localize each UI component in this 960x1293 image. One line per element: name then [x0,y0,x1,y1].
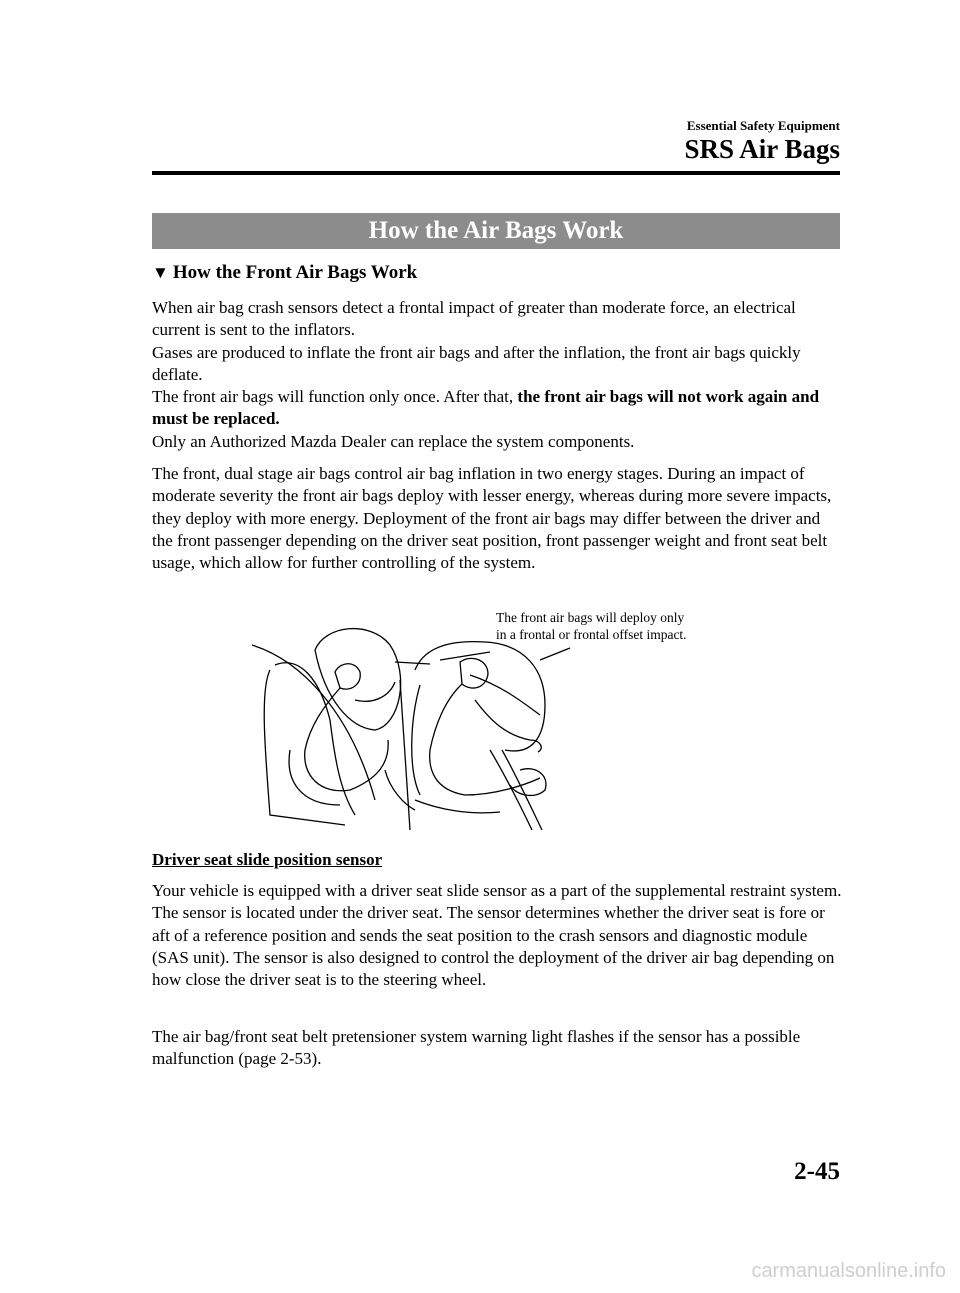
para-line: Gases are produced to inflate the front air bags and after the inflation, the front air bags quickly deflate. [152,342,801,384]
callout-line: in a frontal or frontal offset impact. [496,627,687,642]
paragraph-seat-sensor: Your vehicle is equipped with a driver seat slide sensor as a part of the supplemental restraint system. The sensor is located under the driver seat. The sensor determines whether the driver seat is fore or aft of a reference position and sends the seat position to the crash sensors and diagnostic module (SAS unit). The sensor is also designed to control the deployment of the driver air bag depending on how close the driver seat is to the steering wheel. [152,881,842,990]
page-number: 2-45 [794,1158,840,1185]
subheading [152,262,417,284]
paragraph-front-air-bags [152,297,842,453]
callout-line: The front air bags will deploy only [496,610,685,625]
subheading-text: How the Front Air Bags Work [172,262,418,283]
para-line: When air bag crash sensors detect a frontal impact of greater than moderate force, an electrical current is sent to the inflators. [152,298,796,340]
section-banner: How the Air Bags Work [152,213,840,249]
para-text: The front air bags will function only once. After that, [152,387,514,407]
header-chapter-title: SRS Air Bags [684,134,840,164]
header-divider [152,171,840,175]
paragraph-warning-light: The air bag/front seat belt pretensioner system warning light flashes if the sensor has a possible malfunction (page 2-53). [152,1027,801,1069]
watermark: carmanualsonline.info [751,1260,946,1282]
para-line: Only an Authorized Mazda Dealer can replace the system components. [152,431,635,451]
triangle-down-icon: ▼ [152,263,169,282]
header-section-label: Essential Safety Equipment [686,118,840,133]
paragraph-dual-stage: The front, dual stage air bags control air bag inflation in two energy stages. During an impact of moderate severity the front air bags deploy with lesser energy, whereas during more severe impacts, they deploy with more energy. Deployment of the front air bags may differ between the driver and the front passenger depending on the driver seat position, front passenger weight and front seat belt usage, which allow for further controlling of the system. [152,464,832,573]
section-heading-seat-sensor: Driver seat slide position sensor [152,850,383,869]
para-line [152,386,842,431]
para-bold-text: the front air bags will not work again and must be replaced. [152,387,820,429]
figure-callout [496,609,687,643]
